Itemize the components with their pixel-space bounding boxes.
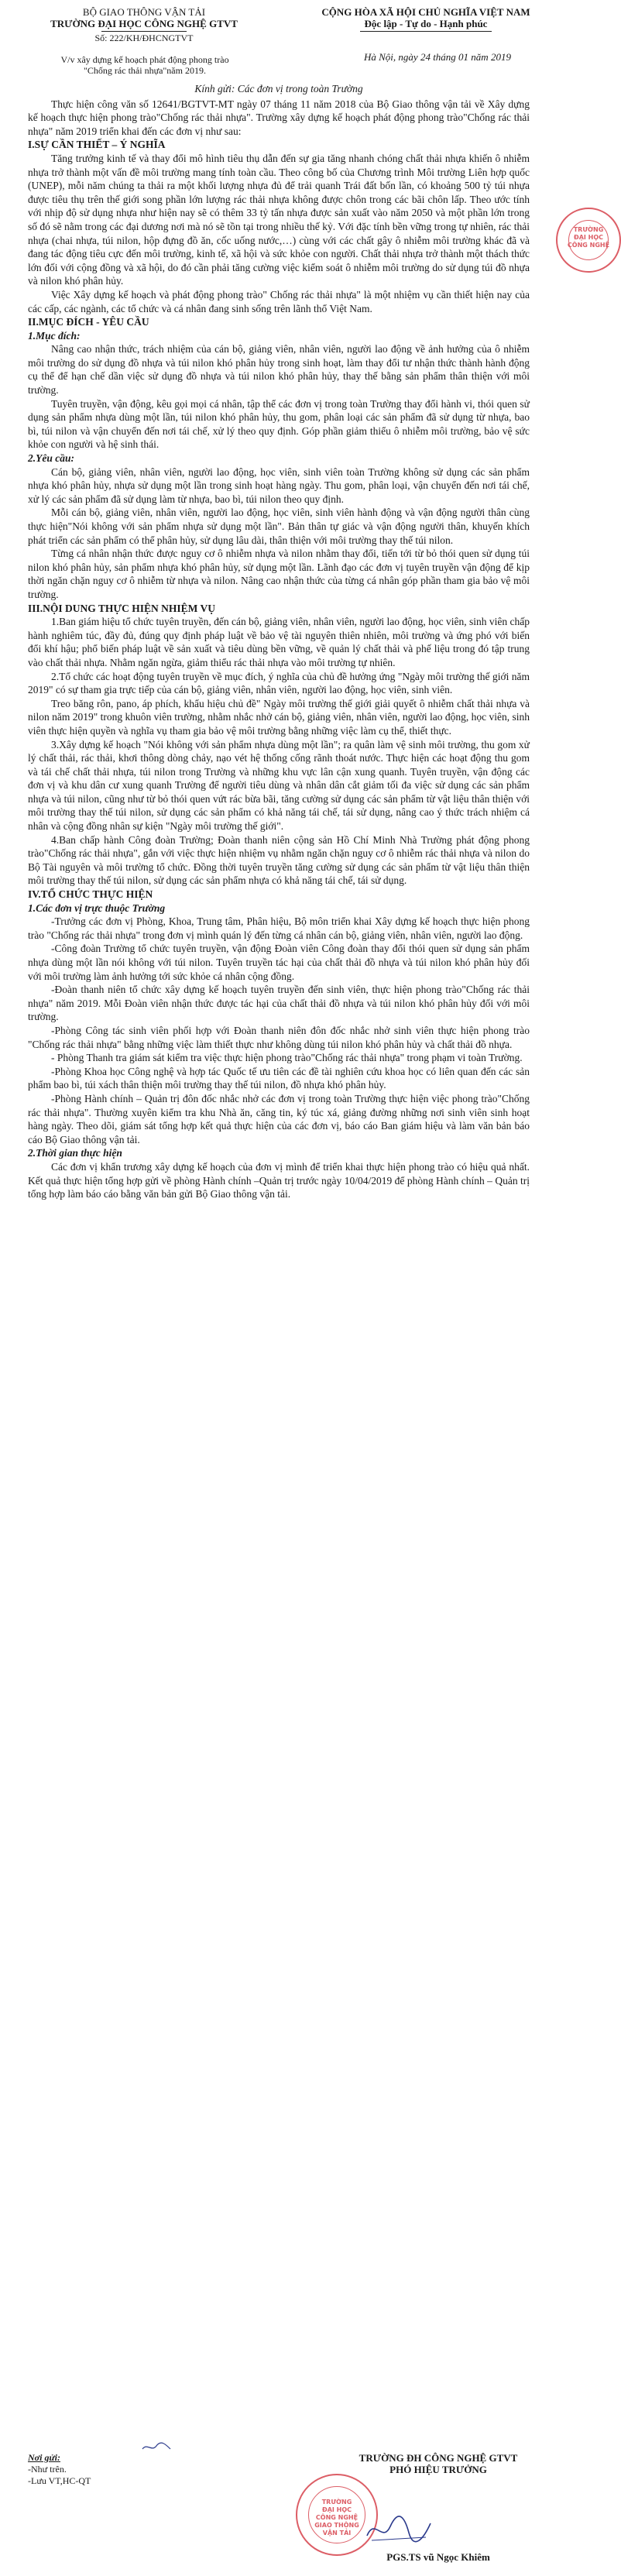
paragraph: -Phòng Khoa học Công nghệ và hợp tác Quốc tế ưu tiên các đề tài nghiên cứu khoa học có liên quan đến các sản phẩm bao bì, túi xách thân thiện môi trường thay thế túi nilon, đồ nhựa khó phân hủy.	[28, 1065, 530, 1091]
paragraph: - Phòng Thanh tra giám sát kiểm tra việc thực hiện phong trào"Chống rác thải nhựa" trong phạm vi toàn Trường.	[51, 1052, 523, 1064]
paragraph: 2.Tổ chức các hoạt động tuyên truyền về mục đích, ý nghĩa của chủ đề hưởng ứng "Ngày môi trường thế giới năm 2019" có sự tham gia trực tiếp của cán bộ, giảng viên, nhân viên, người lao động, học viên, sinh viên.	[28, 670, 530, 696]
sign-organization: TRƯỜNG ĐH CÔNG NGHỆ GTVT	[359, 2452, 518, 2464]
recipient-line: Kính gửi: Các đơn vị trong toàn Trường	[194, 83, 363, 94]
ministry-name: BỘ GIAO THÔNG VẬN TẢI	[82, 6, 206, 18]
stamp-text: VẬN TẢI	[322, 2530, 352, 2537]
section-heading: III.NỘI DUNG THỰC HIỆN NHIỆM VỤ	[28, 602, 216, 614]
side-seal-stamp	[556, 208, 621, 273]
stamp-text: TRƯỜNG	[321, 2499, 352, 2506]
document-footer	[28, 2452, 554, 2561]
stamp-text: ĐẠI HỌC	[573, 234, 604, 241]
handwritten-signature-icon	[364, 2509, 434, 2548]
document-date: Hà Nội, ngày 24 tháng 01 năm 2019	[364, 51, 511, 63]
subsection-heading: 2.Thời gian thực hiện	[28, 1147, 122, 1159]
paragraph: Mỗi cán bộ, giảng viên, nhân viên, người lao động, học viên, sinh viên hành động và vận động người thân cùng thực hiện"Nói không với sản phẩm nhựa sử dụng một lần". Bản thân tự giác và vận động người thân, khuyến khích phát triển các sản phẩm có thể phân hủy, sử dụng lâu dài, thân thiện với môi trường thay thế túi nilon.	[28, 507, 530, 546]
section-heading: I.SỰ CẦN THIẾT – Ý NGHĨA	[28, 139, 166, 151]
header-left-rule	[101, 31, 187, 32]
subsection-heading: 1.Các đơn vị trực thuộc Trường	[28, 902, 166, 914]
stamp-inner-ring	[308, 2486, 365, 2543]
paragraph: Từng cá nhân nhận thức được nguy cơ ô nhiễm nhựa và nilon nhằm thay đổi, tiến tới từ bỏ thói quen sử dụng túi nilon khó phân hủy, sản phẩm nhựa khó phân hủy, sử dụng một lần. Lãnh đạo các đơn vị tuyên truyền vận động để kịp thời ngăn chặn nguy cơ ô nhiễm từ nhựa và nilon. Nâng cao nhận thức của từng cá nhân góp phần tham gia bảo vệ môi trường.	[28, 548, 530, 600]
recipient-item: -Lưu VT,HC-QT	[28, 2475, 91, 2486]
paragraph: Tăng trưởng kinh tế và thay đổi mô hình tiêu thụ dẫn đến sự gia tăng nhanh chóng chất thải nhựa khiến ô nhiễm nhựa trở thành một vấn đề môi trường mang tính toàn cầu. Theo công bố của Chương trình Môi trường Liên hợp quốc (UNEP), mỗi năm chúng ta thải ra một khối lượng nhựa đủ để trải quanh Trái đất bốn lần, có khoảng 500 tỷ túi nhựa được tiêu thụ trên thế giới song phần lớn lượng rác thải nhựa không được chôn trong các bãi chôn lấp. Theo ước tính với nhịp độ sử dụng nhựa như hiện nay sẽ có thêm 33 tỷ tấn nhựa được sản xuất vào năm 2050 và một phần lớn trong số đó sẽ nằm trong các đại dương nơi mà nó sẽ tồn tại trong nhiều thế kỷ. Với đặc tính bền vững trong tự nhiên, rác thải nhựa (chai nhựa, túi nilon, hộp đựng đồ ăn, cốc uống nước,…) cùng với các chất gây ô nhiễm môi trường khác đã và đang tác động tiêu cực đến môi trường, kinh tế, xã hội và sức khỏe con người. Chất thải nhựa trở thành một thách thức lớn đối với cộng đồng và xã hội, do đó cần phải tăng cường việc kiểm soát ô nhiễm môi trường do sử dụng túi đồ nhựa và nilon khó phân hủy.	[28, 152, 530, 287]
section-heading: II.MỤC ĐÍCH - YÊU CẦU	[28, 316, 149, 328]
stamp-inner-ring	[568, 220, 609, 260]
document-number: Số: 222/KH/ĐHCNGTVT	[94, 33, 194, 43]
document-body	[28, 82, 530, 1201]
stamp-text: ĐẠI HỌC	[321, 2506, 352, 2513]
university-name: TRƯỜNG ĐẠI HỌC CÔNG NGHỆ GTVT	[50, 18, 238, 29]
sign-title: PHÓ HIỆU TRƯỞNG	[389, 2464, 487, 2475]
recipients-block	[28, 2452, 91, 2487]
intro-paragraph: Thực hiện công văn số 12641/BGTVT-MT ngày 07 tháng 11 năm 2018 của Bộ Giao thông vận tải về Xây dựng kế hoạch thực hiện phong trào"Chống rác thải nhựa". Trường xây dựng kế hoạch phát động phong trào"Chống rác thải nhựa" năm 2019 triển khai đến các đơn vị như sau:	[28, 98, 530, 137]
subject-line: V/v xây dựng kế hoạch phát động phong trào "Chống rác thải nhựa"năm 2019.	[60, 54, 229, 76]
national-motto: Độc lập - Tự do - Hạnh phúc	[364, 18, 488, 29]
section-heading: IV.TỔ CHỨC THỰC HIỆN	[28, 888, 153, 901]
header-right	[279, 6, 573, 32]
paragraph: 3.Xây dựng kế hoạch "Nói không với sản phẩm nhựa dùng một lần"; ra quân làm vệ sinh môi trường, thu gom xử lý chất thải, rác thải, khơi thông dòng chảy, nạo vét hệ thống cống rãnh thoát nước. Thực hiện các hoạt động thu gom và tái chế chất thải nhựa, túi nilon trong Trường và những khu vực lân cận xung quanh. Tuyên truyền, vận động các đơn vị và khu dân cư xung quanh Trường để người tiêu dùng và nhân dân cắt giảm tối đa việc sử dụng các sản phẩm nhựa và túi nilon, cũng như từ bỏ thói quen vứt rác bừa bãi, tăng cường sử dụng các sản phẩm từ vật liệu thân thiện với môi trường thay thế túi nilon, sử dụng các sản phẩm có khả năng tái chế, tái sử dụng, nâng cao ý thức trách nhiệm cá nhân và cộng đồng nhân sự kiện "Ngày môi trường thế giới".	[28, 738, 530, 833]
paragraph: Nâng cao nhận thức, trách nhiệm của cán bộ, giảng viên, nhân viên, người lao động về ảnh hưởng của ô nhiễm môi trường do sử dụng đồ nhựa và túi nilon khó phân hủy trong sinh hoạt, làm thay đổi tư nhận thức thành hành động cụ thể để hạn chế dần việc sử dụng đồ nhựa và túi nilon khó phân hủy, thay thế bằng sản phẩm thân thiện với môi trường.	[28, 343, 530, 397]
initial-mark-icon	[141, 2441, 172, 2454]
republic-name: CỘNG HÒA XÃ HỘI CHỦ NGHĨA VIỆT NAM	[321, 6, 530, 18]
paragraph: -Phòng Hành chính – Quản trị đôn đốc nhắc nhở các đơn vị trong toàn Trường thực hiện việc phong trào"Chống rác thải nhựa". Thường xuyên kiểm tra khu Nhà ăn, căng tin, ký túc xá, giảng đường những nơi sinh viên sinh hoạt hàng ngày. Theo dõi, giám sát tổng hợp kết quả thực hiện của các đơn vị, báo cáo Ban giám hiệu và làm văn bản báo cáo Bộ Giao thông vận tải.	[28, 1092, 530, 1145]
subsection-heading: 1.Mục đích:	[28, 329, 81, 342]
stamp-text: TRƯỜNG	[573, 226, 604, 233]
paragraph: Việc Xây dựng kế hoạch và phát động phong trào" Chống rác thải nhựa" là một nhiệm vụ cần thiết hiện nay của các cấp, các ngành, các tổ chức và cá nhân đang sinh sống trên lãnh thổ Việt Nam.	[28, 288, 530, 314]
stamp-text: CÔNG NGHỆ	[315, 2514, 359, 2521]
paragraph: -Công đoàn Trường tổ chức tuyên truyền, vận động Đoàn viên Công đoàn thay đổi thói quen sử dụng sản phẩm nhựa dùng một lần nói không với túi nilon. Tuyên truyền tác hại của chất thải đồ nhựa và túi nilon khó phân hủy đối với môi trường làm ảnh hưởng tới sức khỏe cá nhân cộng đồng.	[28, 943, 530, 982]
recipients-label: Nơi gửi:	[28, 2452, 60, 2463]
recipient-item: -Như trên.	[28, 2464, 67, 2475]
subsection-heading: 2.Yêu cầu:	[28, 452, 74, 465]
signer-name: PGS.TS vũ Ngọc Khiêm	[386, 2551, 490, 2563]
paragraph: 4.Ban chấp hành Công đoàn Trường; Đoàn thanh niên cộng sản Hồ Chí Minh Nhà Trường phát động phong trào"Chống rác thải nhựa", gắn với việc thực hiện nhiệm vụ nhằm ngăn chặn nguy cơ ô nhiễm rác thải nhựa và nilon do Bộ Tài nguyên và môi trường tổ chức. Đồng thời tuyên truyền tăng cường sử dụng các sản phẩm từ vật liệu thân thiện môi trường thay thế túi nilon, sử dụng các sản phẩm nhựa có khả năng tái chế, tái sử dụng.	[28, 833, 530, 887]
stamp-text: GIAO THÔNG	[314, 2522, 359, 2529]
paragraph: -Trưởng các đơn vị Phòng, Khoa, Trung tâm, Phân hiệu, Bộ môn triển khai Xây dựng kế hoạch thực hiện phong trào "Chống rác thải nhựa" trong đơn vị mình quán lý đến từng cá nhân cán bộ, giảng viên, nhân viên, người lao động.	[28, 915, 530, 941]
paragraph: 1.Ban giám hiệu tổ chức tuyên truyền, đến cán bộ, giảng viên, nhân viên, người lao động, học viên, sinh viên chấp hành nghiêm túc, đầy đủ, đúng quy định pháp luật về bảo vệ tài nguyên thiên nhiên, môi trường và ứng phó với biến đổi khí hậu; phổ biến pháp luật về sản xuất và tiêu dùng bền vững, về quản lý chất thải và phế liệu trong đó tập trung vào chất thải nhựa. Nhằm ngăn ngừa, giảm thiểu rác thải nhựa vào môi trường tự nhiên.	[28, 616, 530, 668]
paragraph: -Phòng Công tác sinh viên phối hợp với Đoàn thanh niên đôn đốc nhắc nhở sinh viên thực hiện phong trào "Chống rác thải nhựa" bằng những việc làm thiết thực như không dùng túi nilon khó phân hủy và chất thải đồ nhựa.	[28, 1024, 530, 1050]
paragraph: -Đoàn thanh niên tổ chức xây dựng kế hoạch tuyên truyền đến sinh viên, thực hiện phong trào"Chống rác thải nhựa" năm 2019. Mỗi Đoàn viên nhận thức được tác hại của chất thải đồ nhựa và túi nilon khó phân hủy đối với môi trường.	[28, 984, 530, 1023]
paragraph: Tuyên truyền, vận động, kêu gọi mọi cá nhân, tập thể các đơn vị trong toàn Trường thay đổi hành vi, thói quen sử dụng sản phẩm nhựa dùng một lần, túi nilon khó phân hủy, thu gom, phân loại các sản phẩm đã sử dụng từ nhựa, bao bì, túi nilon và vận chuyển đến nơi tái chế, xử lý theo quy định. Góp phần giảm thiểu ô nhiễm môi trường, bảo vệ sức khỏe con người và hệ sinh thái.	[28, 397, 530, 451]
header-right-rule	[360, 31, 492, 32]
stamp-text: CÔNG NGHỆ	[567, 242, 610, 249]
paragraph: Cán bộ, giảng viên, nhân viên, người lao động, học viên, sinh viên toàn Trường không sử dụng các sản phẩm nhựa khó phân hủy, nhựa sử dụng một lần trong sinh hoạt hàng ngày. Thu gom, phân loại, vận chuyển đến nơi tái chế, xử lý các sản phẩm đã sử dụng làm từ nhựa, bao bì, túi nilon theo quy định.	[28, 465, 530, 505]
paragraph: Treo băng rôn, pano, áp phích, khẩu hiệu chủ đề" Ngày môi trường thế giới giải quyết ô nhiễm chất thải nhựa và nilon năm 2019" trong khuôn viên trường, nhằm nhắc nhở cán bộ, giảng viên, nhân viên, người lao động, học viên, sinh viên thực hiện quyền và nghĩa vụ tham gia bảo vệ môi trường bằng những việc làm cụ thể, thiết thực.	[28, 697, 530, 737]
paragraph: Các đơn vị khẩn trương xây dựng kế hoạch của đơn vị mình để triển khai thực hiện phong trào có hiệu quả nhất. Kết quả thực hiện tổng hợp gửi về phòng Hành chính –Quản trị trước ngày 10/04/2019 để phòng Hành chính – Quản trị tổng hợp làm báo cáo bằng văn bản gửi Bộ Giao thông vận tải.	[28, 1160, 530, 1200]
header-left	[28, 6, 260, 44]
